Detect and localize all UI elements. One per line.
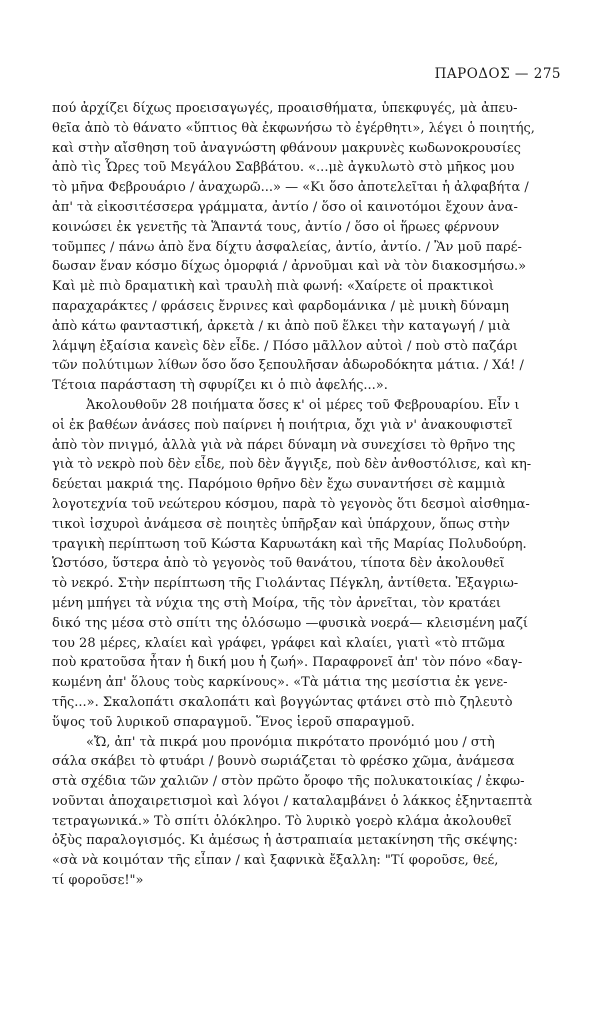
text-line: θεῖα ἀπὸ τὸ θάνατο «ὕπτιος θὰ ἐκφωνήσω τὸ ἐγέρθητι», λέγει ὁ ποιητής, (52, 120, 535, 136)
text-line: νοῦνται ἀποχαιρετισμοὶ καὶ λόγοι / καταλαμβάνει ὁ λάκκος ἐξηνταεπτὰ (52, 793, 533, 809)
text-line: λάμψη ἐξαίσια κανεὶς δὲν εἶδε. / Πόσο μᾶλλον αὐτοὶ / ποὺ στὸ παζάρι (52, 338, 518, 354)
text-line: τετραγωνικά.» Τὸ σπίτι ὁλόκληρο. Τὸ λυρικὸ γοερὸ κλάμα ἀκολουθεῖ (52, 813, 512, 829)
text-line: Καὶ μὲ πιὸ δραματικὴ καὶ τραυλὴ πιὰ φωνή: «Χαίρετε οἱ πρακτικοὶ (52, 279, 494, 295)
text-line: Τέτοια παράσταση τὴ σφυρίζει κι ὁ πιὸ ἀφελής...». (52, 378, 388, 394)
text-line: τῶν πολύτιμων λίθων ὅσο ὅσο ξεπουλῆσαν ἀδωροδόκητα μάτια. / Χά! / (52, 358, 524, 374)
text-line: γιὰ τὸ νεκρὸ ποὺ δὲν εἶδε, ποὺ δὲν ἄγγιξε, ποὺ δὲν ἀνθοστόλισε, καὶ κη- (52, 457, 532, 473)
text-line: σάλα σκάβει τὸ φτυάρι / βουνὸ σωριάζεται τὸ φρέσκο χῶμα, ἀνάμεσα (52, 754, 515, 770)
text-line: «σὰ νὰ κοιμόταν τῆς εἶπαν / καὶ ξαφνικὰ ἔξαλλη: "Τί φοροῦσε, θεέ, (52, 853, 499, 869)
text-line: ποὺ κρατοῦσα ἦταν ἡ δική μου ἡ ζωή». Παραφρονεῖ ἀπ' τὸν πόνο «δαγ- (52, 655, 523, 671)
text-line: παραχαράκτες / φράσεις ἔνρινες καὶ φαρδομάνικα / μὲ μυικὴ δύναμη (52, 298, 509, 314)
text-line: τί φοροῦσε!"» (52, 873, 144, 889)
text-line: στὰ σχέδια τῶν χαλιῶν / στὸν πρῶτο ὄροφο τῆς πολυκατοικίας / ἐκφω- (52, 774, 525, 790)
text-line: κωμένη ἀπ' ὅλους τοὺς καρκίνους». «Τὰ μάτια της μεσίστια ἐκ γενε- (52, 675, 508, 691)
text-line: πού ἀρχίζει δίχως προεισαγωγές, προαισθήματα, ὑπεκφυγές, μὰ ἀπευ- (52, 101, 518, 116)
paragraph-first-line: Ἀκολουθοῦν 28 ποιήματα ὅσες κ' οἱ μέρες τοῦ Φεβρουαρίου. Εἶν ι (86, 397, 520, 413)
text-line: ἀπὸ τὶς Ὧρες τοῦ Μεγάλου Σαββάτου. «...μὲ ἀγκυλωτὸ στὸ μῆκος μου (52, 160, 515, 176)
text-line: καὶ στὴν αἴσθηση τοῦ ἀναγνώστη φθάνουν μακρυνὲς κωδωνοκρουσίες (52, 140, 521, 156)
text-line: τὸ νεκρό. Στὴν περίπτωση τῆς Γιολάντας Πέγκλη, ἀντίθετα. Ἐξαγριω- (52, 576, 519, 592)
text-line: κοινώσει ἐκ γενετῆς τὰ Ἅπαντά τους, ἀντίο / ὅσο οἱ ἥρωες φέρνουν (52, 219, 500, 235)
running-head: ΠΑΡΟΔΟΣ — 275 (434, 66, 561, 82)
text-line: τοῦμπες / πάνω ἀπὸ ἕνα δίχτυ ἀσφαλείας, ἀντίο, ἀντίο. / Ἂν μοῦ παρέ- (52, 239, 522, 255)
body-text (52, 99, 572, 891)
text-line: ὕψος τοῦ λυρικοῦ σπαραγμοῦ. Ἕνος ἱεροῦ σπαραγμοῦ. (52, 714, 415, 730)
text-line: τραγικὴ περίπτωση τοῦ Κώστα Καρυωτάκη καὶ τῆς Μαρίας Πολυδούρη. (52, 536, 527, 552)
text-line: του 28 μέρες, κλαίει καὶ γράφει, γράφει καὶ κλαίει, γιατὶ «τὸ πτῶμα (52, 635, 506, 651)
text-line: ἀπ' τὰ εἰκοσιτέσσερα γράμματα, ἀντίο / ὅσο οἱ καινοτόμοι ἔχουν ἀνα- (52, 199, 518, 215)
text-line: τικοὶ ἰσχυροὶ ἀνάμεσα σὲ ποιητὲς ὑπῆρξαν καὶ ὑπάρχουν, ὅπως στὴν (52, 516, 510, 532)
text-line: Ὡστόσο, ὕστερα ἀπὸ τὸ γεγονὸς τοῦ θανάτου, τίποτα δὲν ἀκολουθεῖ (52, 556, 505, 572)
text-line: μένη μπήγει τὰ νύχια της στὴ Μοίρα, τῆς τὸν ἀρνεῖται, τὸν κρατάει (52, 595, 501, 611)
text-line: δωσαν ἕναν κόσμο δίχως ὀμορφιά / ἀρνοῦμαι καὶ νὰ τὸν διακοσμήσω.» (52, 259, 527, 275)
text-line: τὸ μῆνα Φεβρουάριο / ἀναχωρῶ...» — «Κι ὅσο ἀποτελεῖται ἡ ἀλφαβήτα / (52, 180, 529, 196)
text-line: οἱ ἐκ βαθέων ἀνάσες ποὺ παίρνει ἡ ποιήτρια, ὄχι γιὰ ν' ἀνακουφιστεῖ (52, 417, 513, 433)
paragraph-first-line: «Ὤ, ἀπ' τὰ πικρά μου προνόμια πικρότατο προνόμιό μου / στὴ (86, 734, 495, 750)
text-line: δεύεται μακριά της. Παρόμοιο θρῆνο δὲν ἔχω συναντήσει σὲ καμμιὰ (52, 477, 506, 493)
text-line: ἀπὸ τὸν πνιγμό, ἀλλὰ γιὰ νὰ πάρει δύναμη νὰ συνεχίσει τὸ θρῆνο της (52, 437, 516, 453)
text-line: δικό της μέσα στὸ σπίτι της ὁλόσωμο —φυσικὰ νοερά— κλεισμένη μαζί (52, 615, 528, 631)
text-line: τῆς...». Σκαλοπάτι σκαλοπάτι καὶ βογγώντας φτάνει στὸ πιὸ ζηλευτὸ (52, 694, 513, 710)
text-line: ἀπὸ κάτω φανταστική, ἀρκετὰ / κι ἀπὸ ποῦ ἕλκει τὴν καταγωγή / μιὰ (52, 318, 511, 334)
text-line: ὀξὺς παραλογισμός. Κι ἀμέσως ἡ ἀστραπιαία μετακίνηση τῆς σκέψης: (52, 833, 518, 849)
text-line: λογοτεχνία τοῦ νεώτερου κόσμου, παρὰ τὸ γεγονὸς ὅτι δεσμοὶ αἰσθημα- (52, 496, 530, 512)
